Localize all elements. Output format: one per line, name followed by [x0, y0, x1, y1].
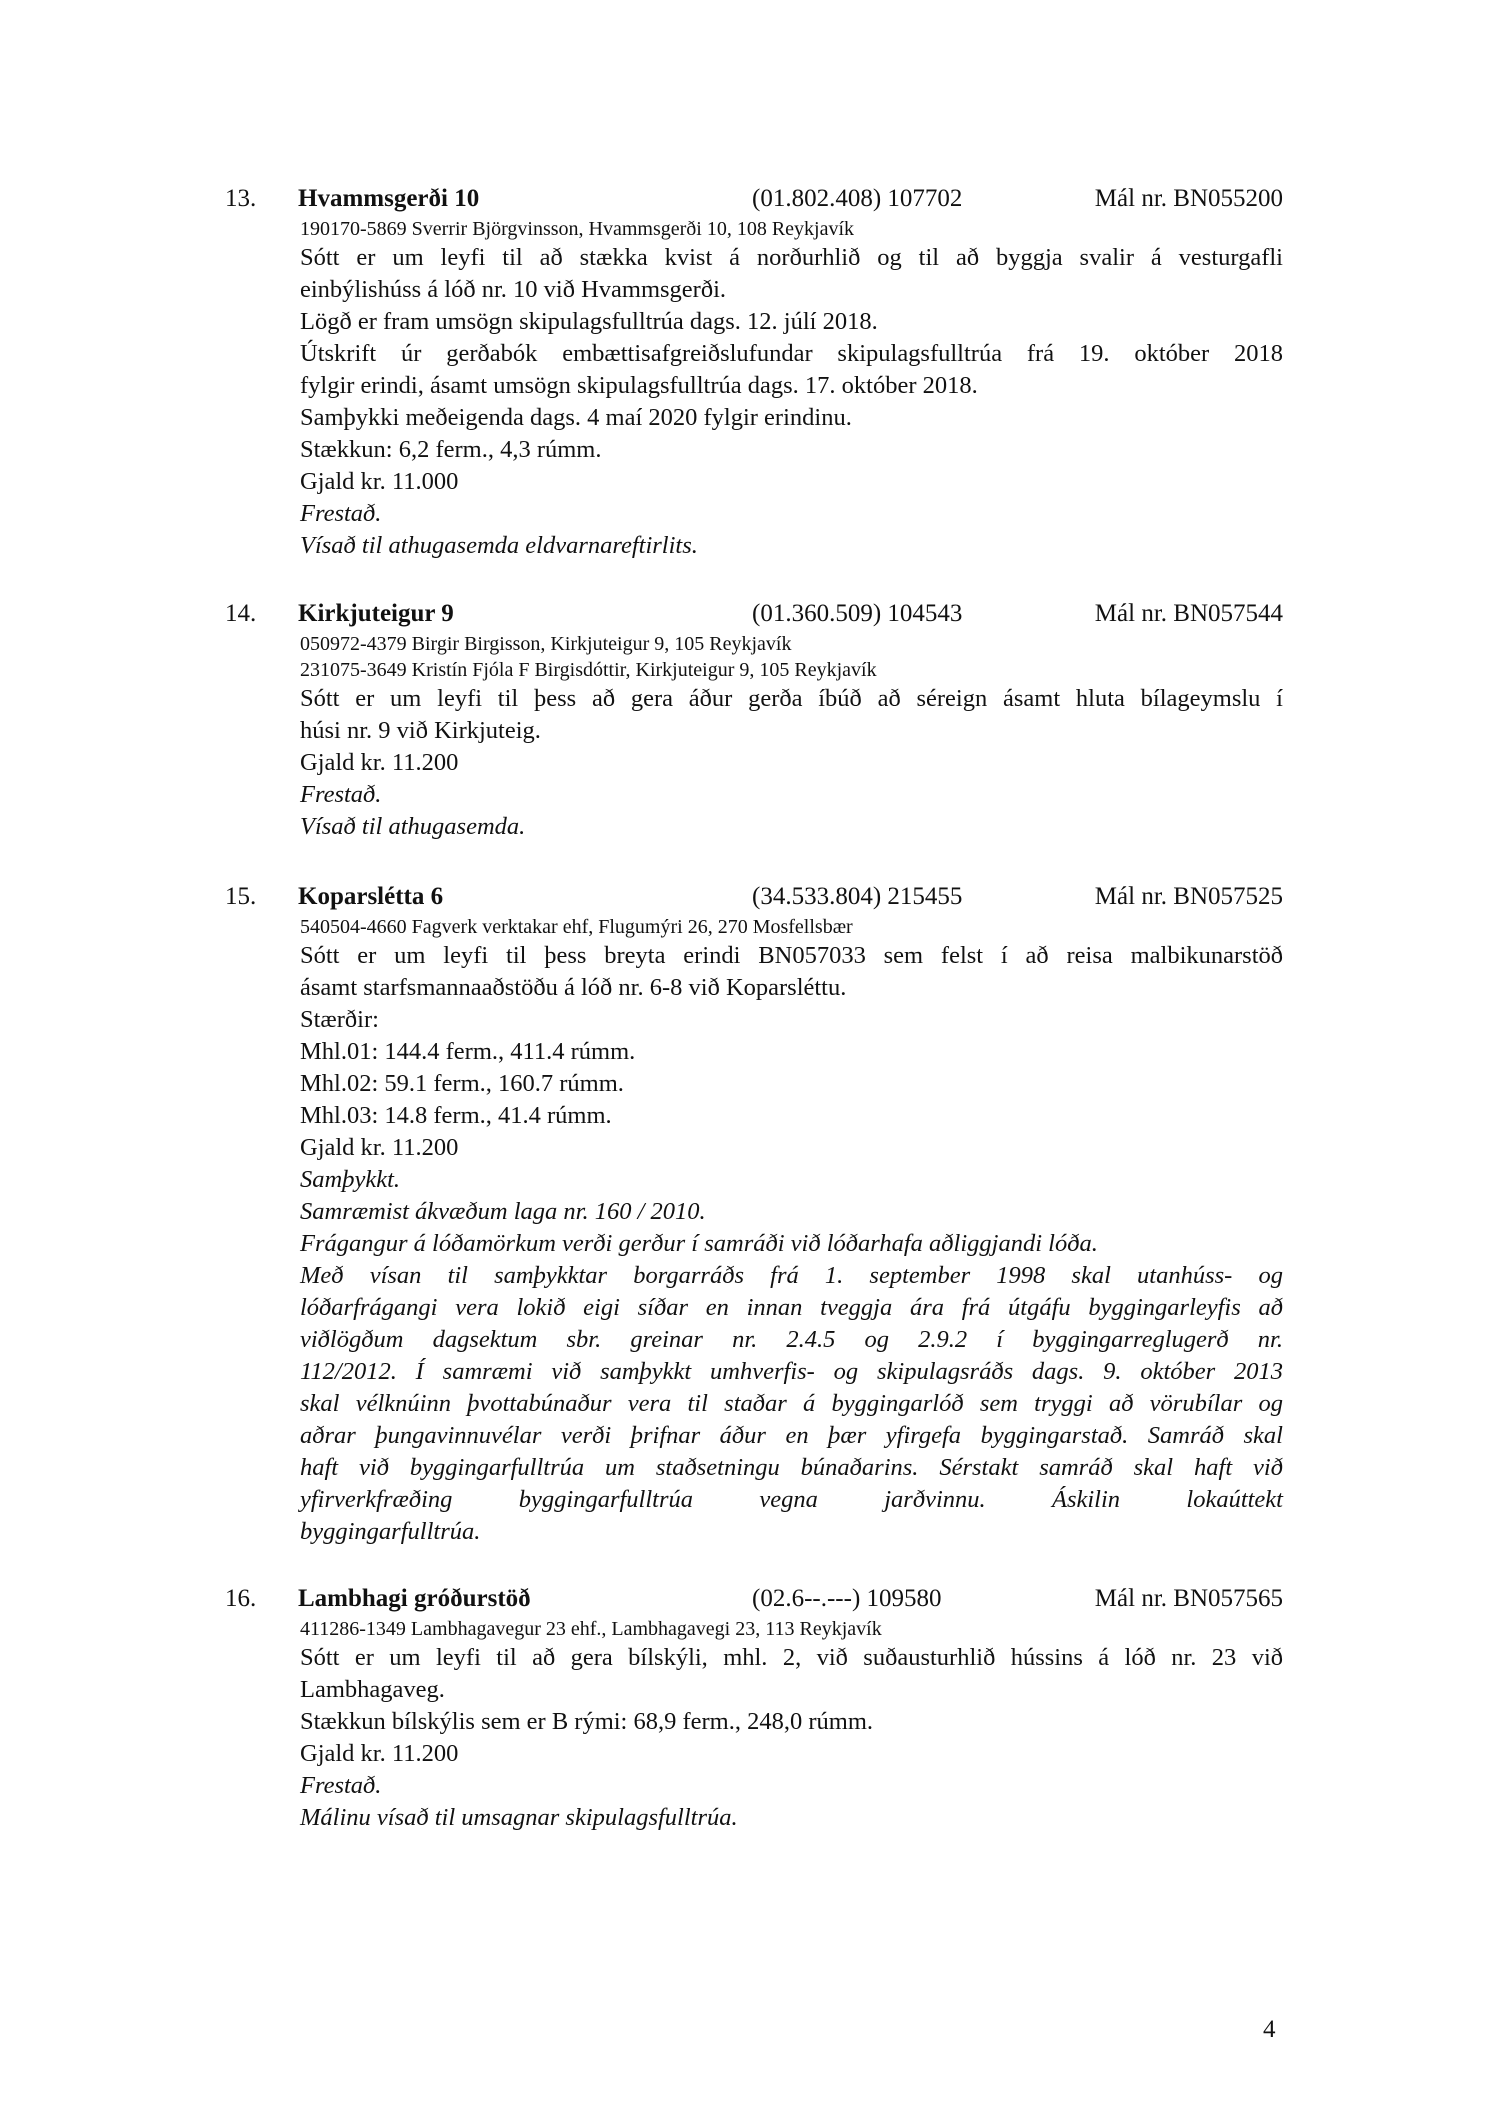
property-title: Hvammsgerði 10	[298, 185, 480, 212]
decision-line: Frestað.	[300, 500, 382, 527]
text-line: Sótt er um leyfi til þess breyta erindi BN057033 sem felst í að reisa malbikunarstöð	[300, 942, 1283, 969]
decision-line: Vísað til athugasemda.	[300, 813, 526, 840]
property-reference: (34.533.804) 215455	[752, 883, 963, 910]
decision-line: Frestað.	[300, 1772, 382, 1799]
decision-line: Samþykkt.	[300, 1166, 400, 1193]
applicant: 190170-5869 Sverrir Björgvinsson, Hvammsgerði 10, 108 Reykjavík	[300, 218, 855, 240]
case-number: Mál nr. BN057565	[1094, 1585, 1283, 1612]
text-line: Útskrift úr gerðabók embættisafgreiðslufundar skipulagsfulltrúa frá 19. október 2018	[300, 340, 1283, 367]
text-line: Lambhagaveg.	[300, 1676, 445, 1703]
decision-line: aðrar þungavinnuvélar verði þrifnar áður en þær yfirgefa byggingarstað. Samráð skal	[300, 1422, 1283, 1449]
decision-line: 112/2012. Í samræmi við samþykkt umhverfis- og skipulagsráðs dags. 9. október 2013	[300, 1358, 1283, 1385]
case-item-16	[0, 1582, 1500, 1834]
applicant: 050972-4379 Birgir Birgisson, Kirkjuteigur 9, 105 Reykjavík	[300, 633, 792, 655]
case-header	[0, 182, 1500, 216]
text-line: Sótt er um leyfi til að stækka kvist á norðurhlið og til að byggja svalir á vesturgafli	[300, 244, 1283, 271]
case-text	[300, 683, 1283, 843]
case-header	[0, 1582, 1500, 1616]
page-number: 4	[1263, 2016, 1276, 2043]
text-line: Mhl.02: 59.1 ferm., 160.7 rúmm.	[300, 1070, 624, 1097]
case-header	[0, 597, 1500, 631]
case-item-14	[0, 597, 1500, 843]
text-line: Sótt er um leyfi til þess að gera áður gerða íbúð að séreign ásamt hluta bílageymslu í	[300, 685, 1283, 712]
case-number: Mál nr. BN057544	[1094, 600, 1283, 627]
text-line: Stærðir:	[300, 1006, 379, 1033]
applicant: 411286-1349 Lambhagavegur 23 ehf., Lambhagavegi 23, 113 Reykjavík	[300, 1618, 882, 1640]
property-reference: (02.6--.---) 109580	[752, 1585, 942, 1612]
property-title: Kirkjuteigur 9	[298, 600, 454, 627]
decision-line: byggingarfulltrúa.	[300, 1518, 481, 1545]
item-number: 16.	[225, 1585, 257, 1612]
item-number: 14.	[225, 600, 257, 627]
text-line: fylgir erindi, ásamt umsögn skipulagsfulltrúa dags. 17. október 2018.	[300, 372, 978, 399]
text-line: Gjald kr. 11.200	[300, 749, 459, 776]
decision-line: yfirverkfræðing byggingarfulltrúa vegna jarðvinnu. Áskilin lokaúttekt	[300, 1486, 1283, 1513]
decision-line: lóðarfrágangi vera lokið eigi síðar en innan tveggja ára frá útgáfu byggingarleyfis að	[300, 1294, 1283, 1321]
decision-line: haft við byggingarfulltrúa um staðsetningu búnaðarins. Sérstakt samráð skal haft við	[300, 1454, 1283, 1481]
decision-line: Frestað.	[300, 781, 382, 808]
text-line: Stækkun bílskýlis sem er B rými: 68,9 ferm., 248,0 rúmm.	[300, 1708, 874, 1735]
property-reference: (01.802.408) 107702	[752, 185, 963, 212]
decision-line: Málinu vísað til umsagnar skipulagsfulltrúa.	[300, 1804, 738, 1831]
text-line: Sótt er um leyfi til að gera bílskýli, mhl. 2, við suðausturhlið hússins á lóð nr. 23 við	[300, 1644, 1283, 1671]
case-item-13	[0, 182, 1500, 562]
decision-line: Vísað til athugasemda eldvarnareftirlits.	[300, 532, 698, 559]
property-reference: (01.360.509) 104543	[752, 600, 963, 627]
property-title: Koparslétta 6	[298, 883, 444, 910]
text-line: ásamt starfsmannaaðstöðu á lóð nr. 6-8 við Koparsléttu.	[300, 974, 847, 1001]
decision-line: skal vélknúinn þvottabúnaður vera til staðar á byggingarlóð sem tryggi að vörubílar og	[300, 1390, 1283, 1417]
text-line: Gjald kr. 11.200	[300, 1134, 459, 1161]
text-line: Mhl.03: 14.8 ferm., 41.4 rúmm.	[300, 1102, 612, 1129]
applicant: 540504-4660 Fagverk verktakar ehf, Flugumýri 26, 270 Mosfellsbær	[300, 916, 853, 938]
case-number: Mál nr. BN057525	[1094, 883, 1283, 910]
case-number: Mál nr. BN055200	[1094, 185, 1283, 212]
text-line: Stækkun: 6,2 ferm., 4,3 rúmm.	[300, 436, 602, 463]
item-number: 13.	[225, 185, 257, 212]
decision-line: viðlögðum dagsektum sbr. greinar nr. 2.4.5 og 2.9.2 í byggingarreglugerð nr.	[300, 1326, 1283, 1353]
decision-line: Samræmist ákvæðum laga nr. 160 / 2010.	[300, 1198, 706, 1225]
case-item-15	[0, 880, 1500, 1548]
case-text	[300, 242, 1283, 562]
decision-line: Frágangur á lóðamörkum verði gerður í samráði við lóðarhafa aðliggjandi lóða.	[300, 1230, 1098, 1257]
text-line: einbýlishúss á lóð nr. 10 við Hvammsgerði.	[300, 276, 726, 303]
decision-line: Með vísan til samþykktar borgarráðs frá 1. september 1998 skal utanhúss- og	[300, 1262, 1283, 1289]
text-line: Samþykki meðeigenda dags. 4 maí 2020 fylgir erindinu.	[300, 404, 852, 431]
text-line: húsi nr. 9 við Kirkjuteig.	[300, 717, 541, 744]
text-line: Gjald kr. 11.200	[300, 1740, 459, 1767]
case-text	[300, 940, 1283, 1548]
property-title: Lambhagi gróðurstöð	[298, 1585, 531, 1612]
text-line: Lögð er fram umsögn skipulagsfulltrúa dags. 12. júlí 2018.	[300, 308, 878, 335]
case-header	[0, 880, 1500, 914]
item-number: 15.	[225, 883, 257, 910]
case-text	[300, 1642, 1283, 1834]
applicant: 231075-3649 Kristín Fjóla F Birgisdóttir, Kirkjuteigur 9, 105 Reykjavík	[300, 659, 877, 681]
text-line: Gjald kr. 11.000	[300, 468, 459, 495]
text-line: Mhl.01: 144.4 ferm., 411.4 rúmm.	[300, 1038, 636, 1065]
